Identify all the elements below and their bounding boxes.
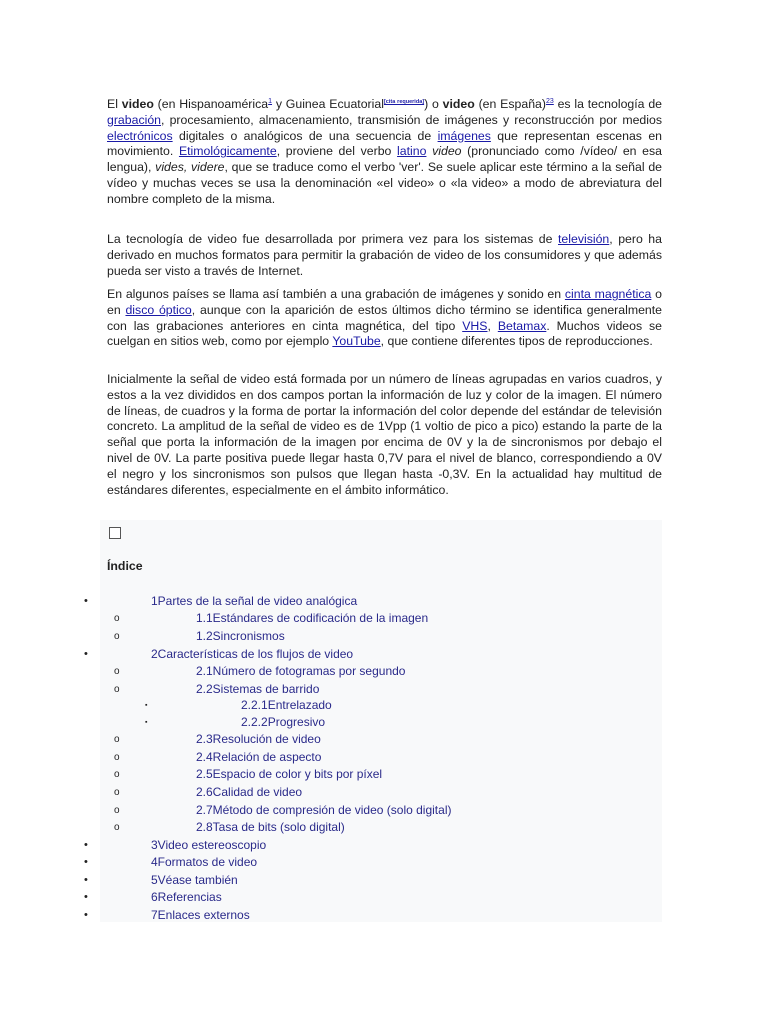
toc-link[interactable]: 2.1Número de fotogramas por segundo <box>196 664 406 678</box>
bullet-icon: o <box>114 613 120 624</box>
link-imagenes[interactable]: imágenes <box>437 128 491 143</box>
toc-link[interactable]: 5Véase también <box>151 873 238 887</box>
bullet-icon: o <box>114 787 120 798</box>
bullet-icon: • <box>84 839 88 851</box>
toc-link[interactable]: 4Formatos de video <box>151 855 258 869</box>
toc-link[interactable]: 2.6Calidad de video <box>196 785 303 799</box>
bullet-icon: o <box>114 684 120 695</box>
italic-term: vides, videre <box>155 160 225 175</box>
toc-link[interactable]: 2.2.1Entrelazado <box>241 698 332 712</box>
link-disco-optico[interactable]: disco óptico <box>125 302 192 317</box>
toc-link[interactable]: 2.7Método de compresión de video (solo digital) <box>196 803 452 817</box>
paragraph-senal: Inicialmente la señal de video está formada por un número de líneas agrupadas en varios cuadros, y estos a la vez divididos en dos campos portan la información de luz y color de la imagen. El número de líneas, de cuadros y la forma de portar la información del color depende del estándar de televisión concreto. La amplitud de la señal de video es de 1Vpp (1 voltio de pico a pico) estando la parte de la señal que porta la información de la imagen por encima de 0V y la de sincronismos por debajo el nivel de 0V. La parte positiva puede llegar hasta 0,7V para el nivel de blanco, correspondiendo a 0V el negro y los sincronismos son pulsos que llegan hasta -0,3V. En la actualidad hay multitud de estándares diferentes, especialmente en el ámbito informático. <box>107 372 662 497</box>
citation-needed-link[interactable]: [cita requerida] <box>383 98 425 105</box>
link-etimologicamente[interactable]: Etimológicamente <box>178 144 277 159</box>
bold-term: video <box>442 97 475 111</box>
bold-term: video <box>121 97 154 111</box>
link-electronicos[interactable]: electrónicos <box>107 128 173 143</box>
bullet-icon: ▪ <box>145 719 148 726</box>
bullet-icon: o <box>114 805 120 816</box>
toc-link[interactable]: 2Características de los flujos de video <box>151 647 354 661</box>
bullet-icon: o <box>114 631 120 642</box>
toc-link[interactable]: 2.2.2Progresivo <box>241 715 326 729</box>
toc-title: Índice <box>107 559 143 573</box>
bullet-icon: • <box>84 595 88 607</box>
toc-link[interactable]: 1.2Sincronismos <box>196 629 285 643</box>
paragraph-intro: El video (en Hispanoamérica$^1$ y Guinea Ecuatorial[cita requerida]) o video (en España)$^{23}$ es la tecnología de grabación, procesamiento, almacenamiento, transmisión de imágenes y reconstrucción por medios electrónicos digitales o analógicos de una secuencia de imágenes que representan escenas en movimiento. Etimológicamente, proviene del verbo latino video (pronunciado como /vídeo/ en esa lengua), vides, videre, que se traduce como el verbo 'ver'. Se suele aplicar este término a la señal de vídeo y muchas veces se usa la denominación «el video» o «la video» a modo de abreviatura del nombre completo de la misma. <box>107 97 663 206</box>
reference-link[interactable]: 23 <box>545 97 554 105</box>
italic-term: video <box>432 144 462 159</box>
bullet-icon: • <box>84 909 88 921</box>
paragraph-television: La tecnología de video fue desarrollada por primera vez para los sistemas de televisión, pero ha derivado en muchos formatos para permitir la grabación de video de los consumidores y que además pueda ser visto a través de Internet. <box>107 232 662 278</box>
paragraph-grabacion: En algunos países se llama así también a una grabación de imágenes y sonido en cinta magnética o en disco óptico, aunque con la aparición de estos últimos dicho término se identifica generalmente con las grabaciones anteriores en cinta magnética, del tipo VHS, Betamax. Muchos videos se cuelgan en sitios web, como por ejemplo YouTube, que contiene diferentes tipos de reproducciones. <box>107 287 663 349</box>
bullet-icon: • <box>84 856 88 868</box>
bullet-icon: • <box>84 874 88 886</box>
bullet-icon: o <box>114 769 120 780</box>
toc-toggle-checkbox[interactable] <box>109 527 121 539</box>
toc-link[interactable]: 2.2Sistemas de barrido <box>196 682 320 696</box>
toc-link[interactable]: 2.4Relación de aspecto <box>196 750 322 764</box>
link-vhs[interactable]: VHS <box>462 318 488 333</box>
link-television[interactable]: televisión <box>558 232 610 246</box>
bullet-icon: ▪ <box>145 702 148 709</box>
toc-link[interactable]: 2.8Tasa de bits (solo digital) <box>196 820 345 834</box>
toc-link[interactable]: 2.5Espacio de color y bits por píxel <box>196 767 383 781</box>
toc-link[interactable]: 1Partes de la señal de video analógica <box>151 594 358 608</box>
link-latino[interactable]: latino <box>397 144 427 159</box>
bullet-icon: • <box>84 891 88 903</box>
link-grabacion[interactable]: grabación <box>107 112 162 127</box>
link-youtube[interactable]: YouTube <box>332 334 381 349</box>
link-cinta-magnetica[interactable]: cinta magnética <box>564 287 652 301</box>
toc-link[interactable]: 1.1Estándares de codificación de la imagen <box>196 611 429 625</box>
toc-link[interactable]: 7Enlaces externos <box>151 908 250 922</box>
toc-link[interactable]: 6Referencias <box>151 890 222 904</box>
bullet-icon: o <box>114 666 120 677</box>
link-betamax[interactable]: Betamax <box>497 318 547 333</box>
bullet-icon: o <box>114 822 120 833</box>
toc-link[interactable]: 3Video estereoscopio <box>151 838 267 852</box>
bullet-icon: o <box>114 734 120 745</box>
bullet-icon: o <box>114 752 120 763</box>
reference-link[interactable]: 1 <box>268 97 273 105</box>
toc-link[interactable]: 2.3Resolución de video <box>196 732 321 746</box>
bullet-icon: • <box>84 648 88 660</box>
